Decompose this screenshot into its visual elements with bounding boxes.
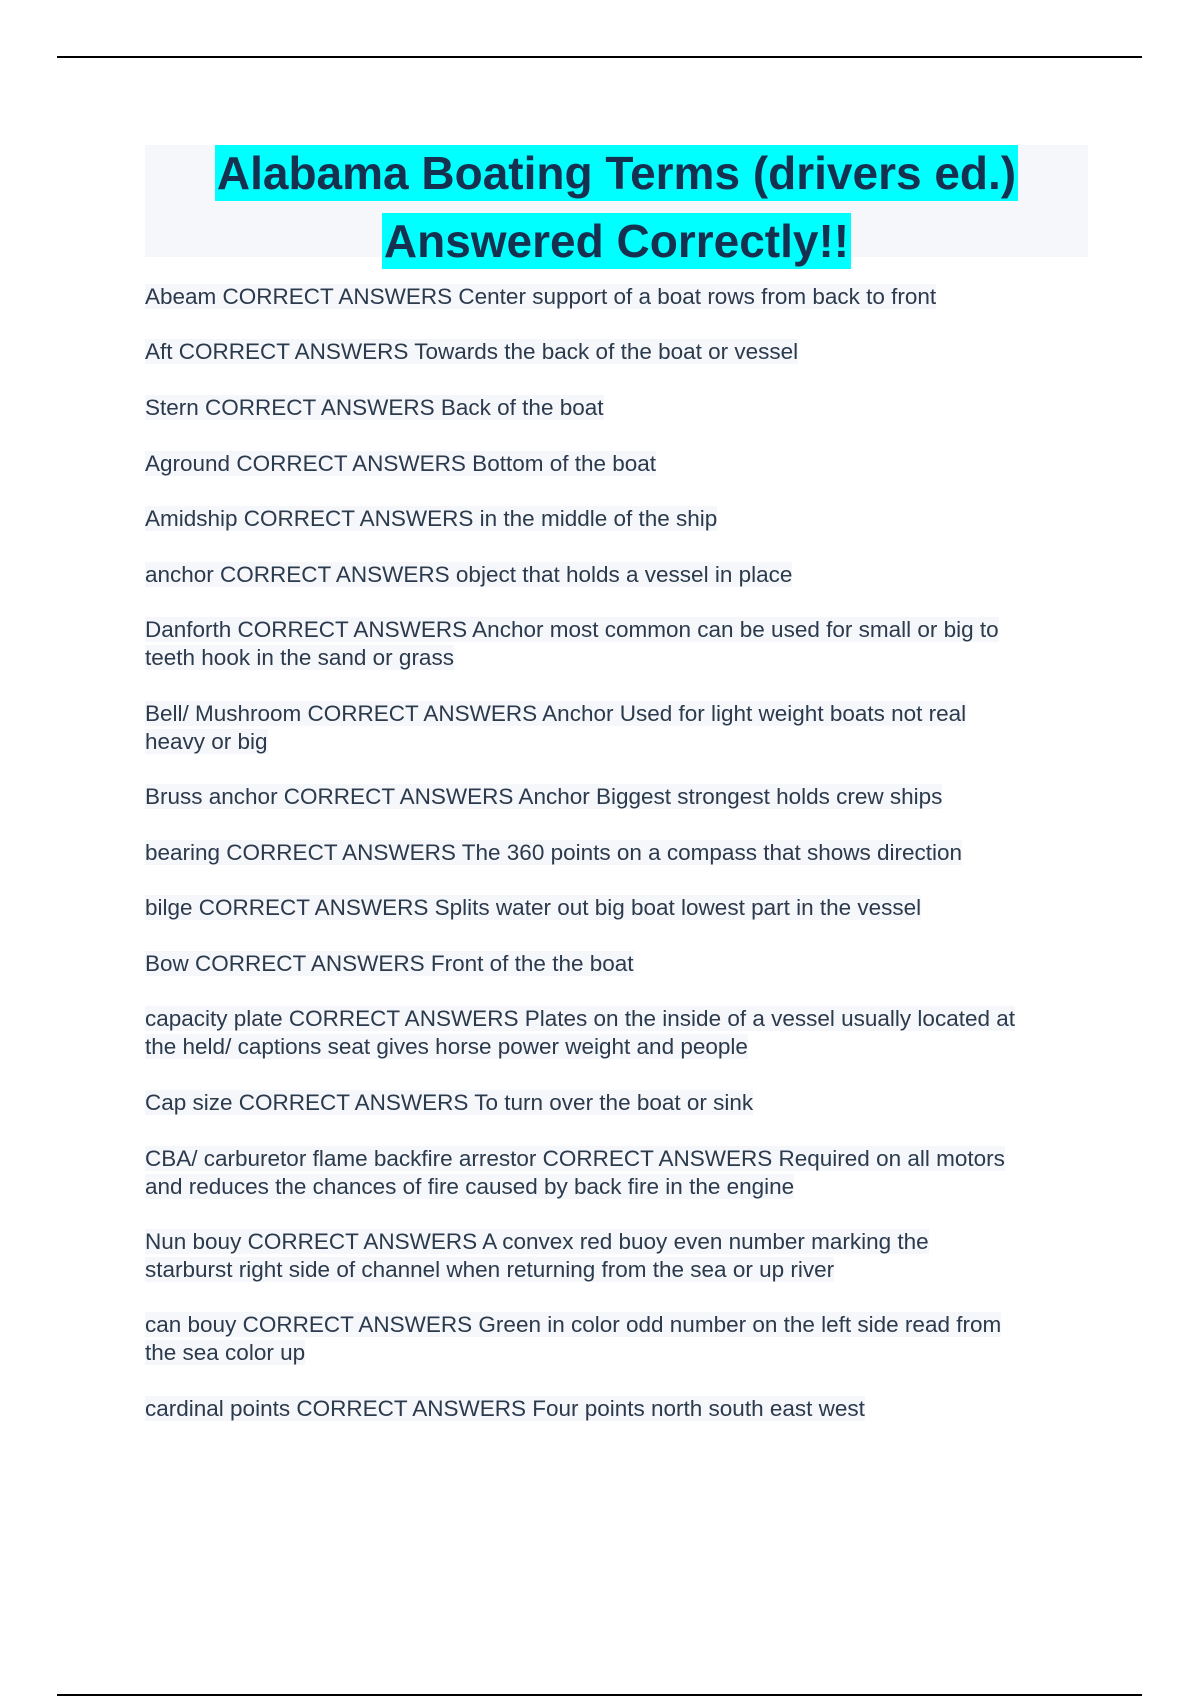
top-rule	[57, 56, 1142, 58]
entry-text: Bruss anchor CORRECT ANSWERS Anchor Biggest strongest holds crew ships	[145, 784, 943, 809]
entry-text: bearing CORRECT ANSWERS The 360 points on a compass that shows direction	[145, 840, 963, 865]
entry-text: teeth hook in the sand or grass	[145, 645, 454, 670]
entry-text: Abeam CORRECT ANSWERS Center support of a boat rows from back to front	[145, 284, 937, 309]
term-entry	[145, 561, 1095, 589]
term-entry	[145, 894, 1095, 922]
entry-text: Aft CORRECT ANSWERS Towards the back of the boat or vessel	[145, 339, 799, 364]
entry-text: starburst right side of channel when returning from the sea or up river	[145, 1257, 835, 1282]
entry-text: cardinal points CORRECT ANSWERS Four points north south east west	[145, 1396, 865, 1421]
entry-text: the sea color up	[145, 1340, 306, 1365]
entry-text: CBA/ carburetor flame backfire arrestor CORRECT ANSWERS Required on all motors	[145, 1146, 1005, 1171]
term-entry	[145, 1395, 1095, 1423]
term-entry	[145, 839, 1095, 867]
title-line-2-wrap	[145, 213, 1088, 281]
title-line-1-wrap	[145, 145, 1088, 213]
entry-text: Bell/ Mushroom CORRECT ANSWERS Anchor Used for light weight boats not real	[145, 701, 967, 726]
entry-text: the held/ captions seat gives horse power weight and people	[145, 1034, 748, 1059]
term-entry	[145, 394, 1095, 422]
entry-text: Amidship CORRECT ANSWERS in the middle of the ship	[145, 506, 718, 531]
bottom-rule	[57, 1694, 1142, 1696]
entry-text: and reduces the chances of fire caused by back fire in the engine	[145, 1174, 795, 1199]
term-entry	[145, 450, 1095, 478]
term-entry	[145, 1089, 1095, 1117]
term-entry	[145, 700, 1095, 756]
term-entry	[145, 338, 1095, 366]
term-entry	[145, 1228, 1095, 1284]
term-entry	[145, 1145, 1095, 1201]
entry-text: Danforth CORRECT ANSWERS Anchor most common can be used for small or big to	[145, 617, 999, 642]
term-entry	[145, 1005, 1095, 1061]
entry-text: Bow CORRECT ANSWERS Front of the the boat	[145, 951, 634, 976]
title-line-1: Alabama Boating Terms (drivers ed.)	[216, 147, 1017, 199]
term-entry	[145, 283, 1095, 311]
term-entry	[145, 505, 1095, 533]
entry-text: Aground CORRECT ANSWERS Bottom of the boat	[145, 451, 657, 476]
entry-text: can bouy CORRECT ANSWERS Green in color odd number on the left side read from	[145, 1312, 1002, 1337]
title-line-2: Answered Correctly!!	[383, 215, 850, 267]
document-title	[145, 145, 1088, 267]
term-entry	[145, 950, 1095, 978]
term-entry	[145, 783, 1095, 811]
term-entry	[145, 616, 1095, 672]
entry-text: Cap size CORRECT ANSWERS To turn over the boat or sink	[145, 1090, 754, 1115]
entry-text: bilge CORRECT ANSWERS Splits water out big boat lowest part in the vessel	[145, 895, 922, 920]
entry-text: capacity plate CORRECT ANSWERS Plates on the inside of a vessel usually located at	[145, 1006, 1015, 1031]
entry-text: Stern CORRECT ANSWERS Back of the boat	[145, 395, 604, 420]
term-entry	[145, 1311, 1095, 1367]
entry-text: Nun bouy CORRECT ANSWERS A convex red buoy even number marking the	[145, 1229, 929, 1254]
entry-text: anchor CORRECT ANSWERS object that holds a vessel in place	[145, 562, 793, 587]
entry-text: heavy or big	[145, 729, 268, 754]
